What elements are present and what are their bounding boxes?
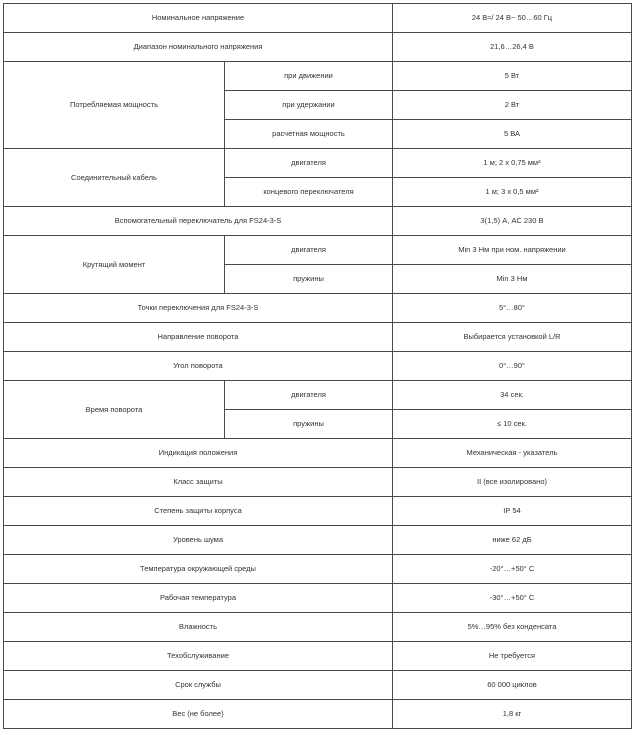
sub-parameter-name: концевого переключателя — [225, 178, 393, 207]
parameter-value: Выбирается установкой L/R — [393, 323, 632, 352]
table-row — [4, 439, 632, 468]
parameter-name: Уровень шума — [4, 526, 393, 555]
parameter-name: Вес (не более) — [4, 700, 393, 729]
parameter-value: 5 ВА — [393, 120, 632, 149]
parameter-value: 5°…80° — [393, 294, 632, 323]
parameter-name: Диапазон номинального напряжения — [4, 33, 393, 62]
parameter-value: 21,6…26,4 В — [393, 33, 632, 62]
sub-parameter-name: пружины — [225, 265, 393, 294]
sub-parameter-name: пружины — [225, 410, 393, 439]
parameter-value: Не требуется — [393, 642, 632, 671]
table-row — [4, 555, 632, 584]
sub-parameter-name: двигателя — [225, 236, 393, 265]
parameter-value: Min 3 Нм при ном. напряжении — [393, 236, 632, 265]
table-row — [4, 236, 632, 265]
parameter-value: 1,8 кг — [393, 700, 632, 729]
parameter-value: 2 Вт — [393, 91, 632, 120]
sub-parameter-name: при удержании — [225, 91, 393, 120]
table-row — [4, 526, 632, 555]
parameter-name: Температура окружающей среды — [4, 555, 393, 584]
parameter-name: Влажность — [4, 613, 393, 642]
sub-parameter-name: при движении — [225, 62, 393, 91]
parameter-value: 5 Вт — [393, 62, 632, 91]
specifications-table-body — [4, 4, 632, 729]
table-row — [4, 294, 632, 323]
sub-parameter-name: двигателя — [225, 149, 393, 178]
parameter-value: ниже 62 дБ — [393, 526, 632, 555]
parameter-name: Крутящий момент — [4, 236, 225, 294]
sub-parameter-name: расчетная мощность — [225, 120, 393, 149]
parameter-value: 0°…90° — [393, 352, 632, 381]
parameter-name: Индикация положения — [4, 439, 393, 468]
parameter-value: 34 сек. — [393, 381, 632, 410]
parameter-name: Степень защиты корпуса — [4, 497, 393, 526]
specifications-table — [3, 3, 632, 729]
table-row — [4, 584, 632, 613]
table-row — [4, 642, 632, 671]
parameter-value: 5%…95% без конденсата — [393, 613, 632, 642]
parameter-name: Вспомогательный переключатель для FS24-3-S — [4, 207, 393, 236]
parameter-name: Номинальное напряжение — [4, 4, 393, 33]
parameter-value: 24 В≈/ 24 В~ 50…60 Гц — [393, 4, 632, 33]
parameter-name: Срок службы — [4, 671, 393, 700]
parameter-value: -20°…+50° C — [393, 555, 632, 584]
parameter-name: Угол поворота — [4, 352, 393, 381]
parameter-name: Точки переключения для FS24-3-S — [4, 294, 393, 323]
parameter-value: Механическая - указатель — [393, 439, 632, 468]
table-row — [4, 381, 632, 410]
table-row — [4, 613, 632, 642]
table-row — [4, 207, 632, 236]
parameter-value: 60 000 циклов — [393, 671, 632, 700]
parameter-value: 3(1,5) А, AC 230 В — [393, 207, 632, 236]
parameter-name: Направление поворота — [4, 323, 393, 352]
parameter-value: 1 м; 2 x 0,75 мм² — [393, 149, 632, 178]
table-row — [4, 323, 632, 352]
parameter-value: Min 3 Нм — [393, 265, 632, 294]
parameter-name: Время поворота — [4, 381, 225, 439]
table-row — [4, 33, 632, 62]
table-row — [4, 468, 632, 497]
parameter-name: Класс защиты — [4, 468, 393, 497]
table-row — [4, 352, 632, 381]
table-row — [4, 700, 632, 729]
table-row — [4, 62, 632, 91]
table-row — [4, 149, 632, 178]
table-row — [4, 4, 632, 33]
table-row — [4, 671, 632, 700]
parameter-name: Рабочая температура — [4, 584, 393, 613]
parameter-name: Соединительный кабель — [4, 149, 225, 207]
parameter-value: IP 54 — [393, 497, 632, 526]
table-row — [4, 497, 632, 526]
parameter-name: Потребляемая мощность — [4, 62, 225, 149]
parameter-value: ≤ 10 сек. — [393, 410, 632, 439]
parameter-value: -30°…+50° C — [393, 584, 632, 613]
parameter-name: Техобслуживание — [4, 642, 393, 671]
parameter-value: 1 м; 3 x 0,5 мм² — [393, 178, 632, 207]
sub-parameter-name: двигателя — [225, 381, 393, 410]
parameter-value: II (все изолировано) — [393, 468, 632, 497]
